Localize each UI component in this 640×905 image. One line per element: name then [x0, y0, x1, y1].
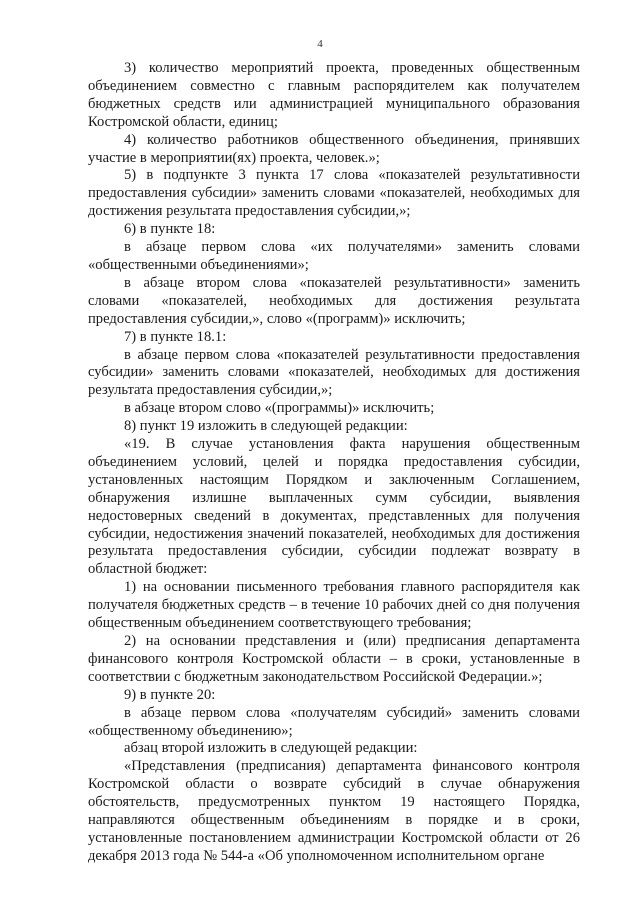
paragraph: в абзаце первом слова «получателям субсидий» заменить словами «общественному объединению»;	[88, 704, 580, 739]
paragraph: 3) количество мероприятий проекта, проведенных общественным объединением совместно с главным распорядителем как получателем бюджетных средств или администрацией муниципального образования Костромской области, единиц;	[88, 60, 580, 130]
paragraph: 5) в подпункте 3 пункта 17 слова «показателей результативности предоставления субсидии» заменить словами «показателей, необходимых для достижения результата предоставления субсидии,»;	[88, 167, 580, 220]
paragraph: «19. В случае установления факта нарушения общественным объединением условий, целей и порядка предоставления субсидии, установленных настоящим Порядком и заключенным Соглашением, обнаружения излишне выплаченных сумм субсидии, выявления недостоверных сведений в документах, представленных для получения субсидии, недостижения значений показателей, необходимых для достижения результата предоставления субсидии, субсидии подлежат возврату в областной бюджет:	[88, 436, 580, 578]
paragraph: 1) на основании письменного требования главного распорядителя как получателя бюджетных средств – в течение 10 рабочих дней со дня получения общественным объединением соответствующего требования;	[88, 579, 580, 632]
paragraph: 7) в пункте 18.1:	[124, 328, 227, 345]
paragraph: «Представления (предписания) департамента финансового контроля Костромской области о возврате субсидий в случае обнаружения обстоятельств, предусмотренных пунктом 19 настоящего Порядка, направляются общественным объединениям в порядке и в сроки, установленные постановлением администрации Костромской области от 26 декабря 2013 года № 544-а «Об уполномоченном исполнительном органе	[88, 758, 580, 864]
paragraph: в абзаце втором слово «(программы)» исключить;	[124, 400, 435, 417]
page-number: 4	[317, 38, 323, 50]
paragraph: 8) пункт 19 изложить в следующей редакции:	[124, 418, 408, 435]
paragraph: в абзаце втором слова «показателей результативности» заменить словами «показателей, необходимых для достижения результата предоставления субсидии,», слово «(программ)» исключить;	[88, 274, 580, 327]
paragraph: 6) в пункте 18:	[124, 221, 216, 238]
paragraph: 2) на основании представления и (или) предписания департамента финансового контроля Костромской области – в сроки, установленные в соответствии с бюджетным законодательством Российской Федерации.»;	[88, 633, 580, 685]
paragraph: абзац второй изложить в следующей редакции:	[124, 740, 418, 757]
paragraph: в абзаце первом слова «показателей результативности предоставления субсидии» заменить словами «показателей, необходимых для достижения результата предоставления субсидии,»;	[88, 346, 580, 399]
paragraph: 4) количество работников общественного объединения, принявших участие в мероприятии(ях) проекта, человек.»;	[88, 131, 580, 166]
paragraph: в абзаце первом слова «их получателями» заменить словами «общественными объединениями»;	[88, 239, 580, 273]
paragraph: 9) в пункте 20:	[124, 686, 216, 703]
document-body	[88, 60, 580, 866]
